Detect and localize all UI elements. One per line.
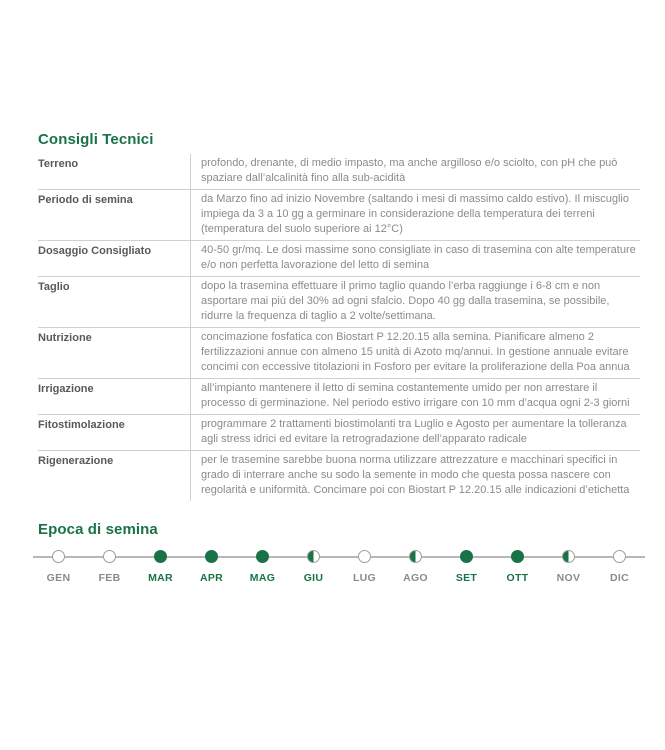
table-row <box>38 451 640 501</box>
month-label: FEB <box>98 572 121 584</box>
month-dot-icon <box>103 550 116 563</box>
row-text: all’impianto mantenere il letto di semina costantemente umido per non arrestare il processo di germinazione. Nel periodo estivo irrigare con 10 mm d’acqua ogni 2-3 giorni <box>190 379 640 414</box>
month-label: GEN <box>46 572 71 584</box>
row-text: 40-50 gr/mq. Le dosi massime sono consigliate in caso di trasemina con alte temperature e/o non perfetta lavorazione del letto di semina <box>190 241 640 276</box>
month-dot-icon <box>562 550 575 563</box>
row-text: dopo la trasemina effettuare il primo taglio quando l’erba raggiunge i 6-8 cm e non asportare mai più del 30% ad ogni sfalcio. Dopo 40 gg dalla trasemina, se possibile, ridurre la frequenza di taglio a 2 volte/settimana. <box>190 277 640 327</box>
row-text: programmare 2 trattamenti biostimolanti tra Luglio e Agosto per aumentare la tolleranza agli stress idrici ed evitare la retrogradazione dell’apparato radicale <box>190 415 640 450</box>
timeline-month <box>390 550 441 584</box>
timeline-month <box>492 550 543 584</box>
month-dot-icon <box>205 550 218 563</box>
month-dot-icon <box>358 550 371 563</box>
row-text: per le trasemine sarebbe buona norma utilizzare attrezzature e macchinari specifici in grado di interrare anche su sodo la semente in modo che questa possa nascere con regolarità e uniformità. Concimare poi con Biostart P 12.20.15 alle indicazioni d’etichetta <box>190 451 640 501</box>
month-dot-icon <box>154 550 167 563</box>
table-row <box>38 415 640 451</box>
month-dot-icon <box>256 550 269 563</box>
row-label: Irrigazione <box>38 383 94 395</box>
consigli-tecnici-section <box>38 131 640 501</box>
consigli-table <box>38 154 640 501</box>
timeline-month <box>339 550 390 584</box>
table-row <box>38 154 640 190</box>
month-label: NOV <box>556 572 581 584</box>
timeline-month <box>135 550 186 584</box>
sowing-timeline <box>33 550 645 584</box>
table-row <box>38 328 640 379</box>
row-label: Rigenerazione <box>38 455 114 467</box>
row-label: Dosaggio Consigliato <box>38 245 152 257</box>
timeline-month <box>186 550 237 584</box>
row-label: Nutrizione <box>38 332 92 344</box>
month-dot-icon <box>511 550 524 563</box>
month-label: GIU <box>303 572 324 584</box>
consigli-tecnici-title: Consigli Tecnici <box>38 131 154 148</box>
timeline-month <box>237 550 288 584</box>
month-dot-icon <box>307 550 320 563</box>
timeline-months <box>33 550 645 584</box>
month-label: AGO <box>403 572 428 584</box>
epoca-di-semina-title: Epoca di semina <box>38 521 158 538</box>
month-dot-icon <box>460 550 473 563</box>
month-label: OTT <box>506 572 529 584</box>
row-label: Fitostimolazione <box>38 419 125 431</box>
month-label: MAR <box>148 572 173 584</box>
timeline-month <box>84 550 135 584</box>
epoca-di-semina-section <box>38 521 640 584</box>
month-label: APR <box>199 572 224 584</box>
table-row <box>38 277 640 328</box>
month-label: MAG <box>249 572 276 584</box>
table-row <box>38 241 640 277</box>
row-text: profondo, drenante, di medio impasto, ma anche argilloso e/o sciolto, con pH che può spaziare dall’alcalinità fino alla sub-acidità <box>190 154 640 189</box>
timeline-month <box>288 550 339 584</box>
timeline-month <box>441 550 492 584</box>
timeline-month <box>33 550 84 584</box>
month-label: DIC <box>610 572 629 584</box>
row-label: Taglio <box>38 281 70 293</box>
month-dot-icon <box>409 550 422 563</box>
row-text: concimazione fosfatica con Biostart P 12.20.15 alla semina. Pianificare almeno 2 fertilizzazioni annue con almeno 15 unità di Azoto mq/annui. In gestione annuale evitare concimi con eccessive titolazioni in Fosforo per evitare la proliferazione della Poa annua <box>190 328 640 378</box>
row-label: Periodo di semina <box>38 194 133 206</box>
month-dot-icon <box>52 550 65 563</box>
month-dot-icon <box>613 550 626 563</box>
month-label: SET <box>455 572 478 584</box>
row-text: da Marzo fino ad inizio Novembre (saltando i mesi di massimo caldo estivo). Il miscuglio impiega da 3 a 10 gg a germinare in considerazione della temperatura dei terreni (temperatura del suolo superiore ai 12°C) <box>190 190 640 240</box>
month-label: LUG <box>352 572 377 584</box>
table-row <box>38 379 640 415</box>
table-row <box>38 190 640 241</box>
timeline-month <box>543 550 594 584</box>
timeline-month <box>594 550 645 584</box>
row-label: Terreno <box>38 158 79 170</box>
